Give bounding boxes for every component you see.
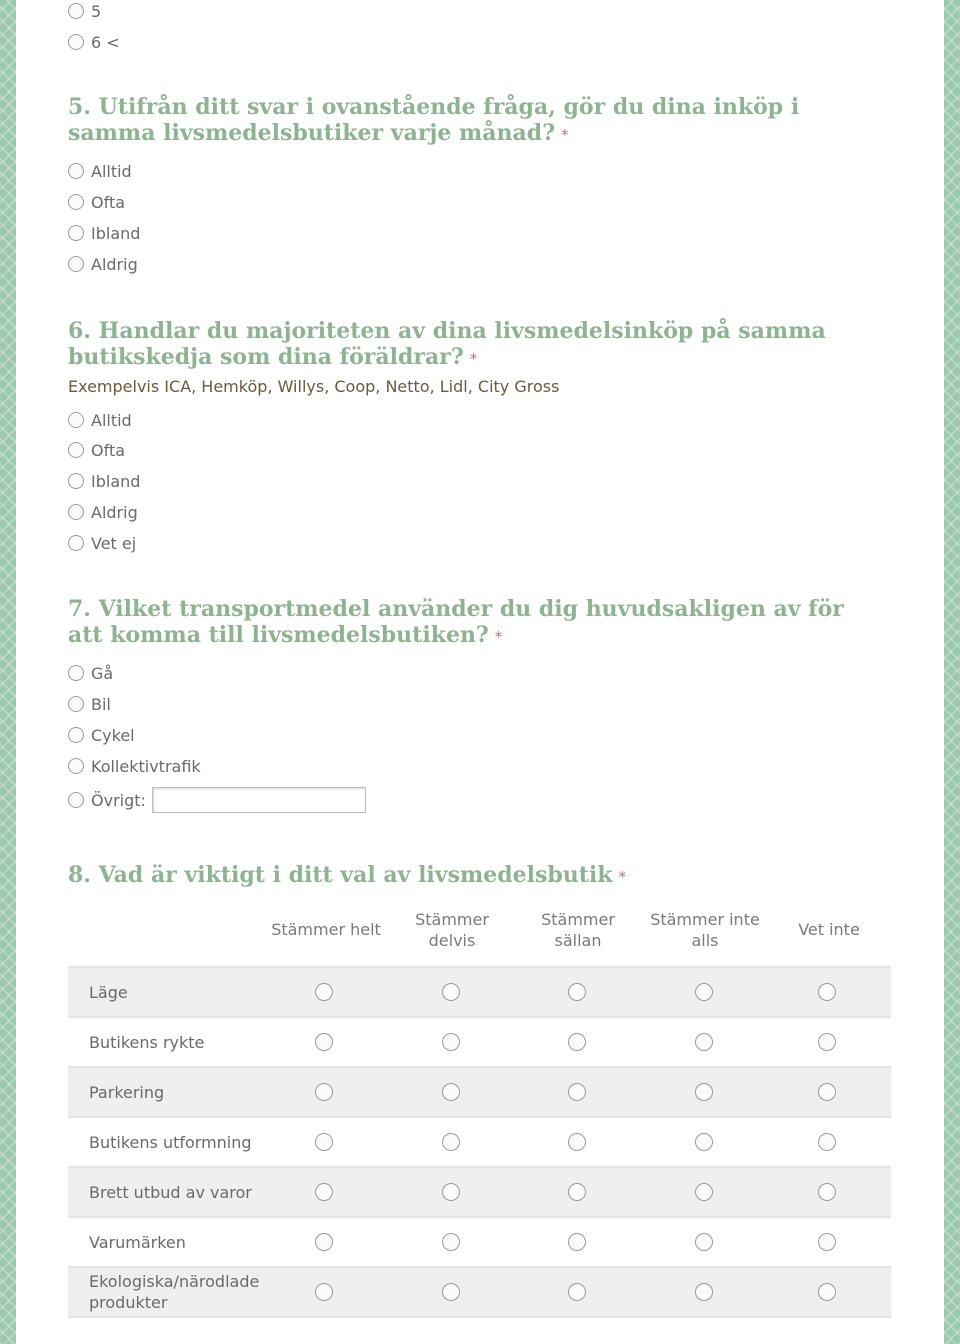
other-text-input[interactable] <box>152 787 366 813</box>
radio-button[interactable] <box>315 1083 333 1101</box>
question-5-title <box>68 94 848 148</box>
radio-button[interactable] <box>568 1233 586 1251</box>
grid-row <box>68 1168 891 1218</box>
grid-cell-radio[interactable] <box>442 983 460 1001</box>
question-text: 8. Vad är viktigt i ditt val av livsmedelsbutik <box>68 862 613 888</box>
required-marker: * <box>561 126 569 144</box>
q7-option-cykel[interactable] <box>68 723 135 747</box>
grid-cell-radio[interactable] <box>315 983 333 1001</box>
grid-cell-radio[interactable] <box>695 1283 713 1301</box>
question-text: 5. Utifrån ditt svar i ovanstående fråga, gör du dina inköp i samma livsmedelsbutiker varje månad? <box>68 94 800 146</box>
q6-option-ibland[interactable] <box>68 469 140 493</box>
radio-button[interactable] <box>442 1233 460 1251</box>
radio-button[interactable] <box>315 1133 333 1151</box>
radio-button[interactable] <box>695 1133 713 1151</box>
radio-button[interactable] <box>818 983 836 1001</box>
option-label: Vet ej <box>91 533 137 553</box>
grid-cell-radio[interactable] <box>818 1283 836 1301</box>
q5-option-ofta[interactable] <box>68 190 125 214</box>
required-marker: * <box>469 350 478 368</box>
grid-row <box>68 1068 891 1118</box>
radio-button[interactable] <box>568 1183 586 1201</box>
required-marker: * <box>494 628 503 646</box>
radio-button[interactable] <box>68 442 84 458</box>
radio-button[interactable] <box>695 1183 713 1201</box>
grid-cell-radio[interactable] <box>818 1133 836 1151</box>
grid-cell-radio[interactable] <box>315 1283 333 1301</box>
option-label: Ibland <box>91 471 141 491</box>
radio-button[interactable] <box>818 1183 836 1201</box>
grid-cell-radio[interactable] <box>695 1233 713 1251</box>
option-label: Ibland <box>91 223 141 243</box>
radio-button[interactable] <box>68 665 84 681</box>
grid-cell-radio[interactable] <box>568 983 586 1001</box>
option-label: Ofta <box>91 440 126 460</box>
radio-button[interactable] <box>315 1233 333 1251</box>
grid-cell-radio[interactable] <box>442 1133 460 1151</box>
column-header-vet-inte: Vet inte <box>798 920 860 939</box>
grid-cell-radio[interactable] <box>315 1183 333 1201</box>
grid-cell-radio[interactable] <box>818 1083 836 1101</box>
grid-cell-radio[interactable] <box>442 1083 460 1101</box>
grid-cell-radio[interactable] <box>695 1033 713 1051</box>
radio-button[interactable] <box>568 1283 586 1301</box>
radio-button[interactable] <box>568 1083 586 1101</box>
grid-row-label: Butikens rykte <box>89 1032 205 1052</box>
grid-cell-radio[interactable] <box>568 1083 586 1101</box>
radio-option-6-plus[interactable] <box>68 30 120 54</box>
radio-button[interactable] <box>818 1033 836 1051</box>
radio-button[interactable] <box>442 983 460 1001</box>
question-6-help-text: Exempelvis ICA, Hemköp, Willys, Coop, Netto, Lidl, City Gross <box>68 377 560 396</box>
likert-grid <box>68 906 891 1318</box>
option-label: Aldrig <box>91 254 138 274</box>
grid-row <box>68 968 891 1018</box>
grid-cell-radio[interactable] <box>442 1233 460 1251</box>
column-header-stammer-delvis: Stämmer delvis <box>415 910 489 950</box>
radio-button[interactable] <box>68 727 84 743</box>
grid-cell-radio[interactable] <box>315 1083 333 1101</box>
radio-button[interactable] <box>68 3 84 19</box>
radio-button[interactable] <box>315 1033 333 1051</box>
grid-row <box>68 1268 891 1318</box>
grid-cell-radio[interactable] <box>568 1283 586 1301</box>
q6-option-ofta[interactable] <box>68 438 125 462</box>
grid-cell-radio[interactable] <box>442 1033 460 1051</box>
radio-button[interactable] <box>442 1183 460 1201</box>
grid-row-label: Butikens utformning <box>89 1132 252 1152</box>
grid-cell-radio[interactable] <box>818 1233 836 1251</box>
grid-cell-radio[interactable] <box>568 1133 586 1151</box>
radio-button[interactable] <box>68 163 84 179</box>
option-label: Bil <box>91 694 111 714</box>
option-label: Aldrig <box>91 502 138 522</box>
grid-cell-radio[interactable] <box>568 1033 586 1051</box>
grid-cell-radio[interactable] <box>442 1283 460 1301</box>
radio-button[interactable] <box>68 256 84 272</box>
radio-button[interactable] <box>818 1233 836 1251</box>
grid-cell-radio[interactable] <box>818 1033 836 1051</box>
radio-button[interactable] <box>442 1033 460 1051</box>
radio-button[interactable] <box>695 983 713 1001</box>
radio-button[interactable] <box>68 412 84 428</box>
radio-button[interactable] <box>68 225 84 241</box>
radio-button[interactable] <box>442 1283 460 1301</box>
radio-button[interactable] <box>315 983 333 1001</box>
q7-option-ga[interactable] <box>68 661 113 685</box>
grid-cell-radio[interactable] <box>695 1183 713 1201</box>
grid-row-label: Ekologiska/närodlade produkter <box>89 1272 260 1312</box>
grid-row-label: Varumärken <box>89 1232 186 1252</box>
option-label: Kollektivtrafik <box>91 756 201 776</box>
grid-cell-radio[interactable] <box>695 983 713 1001</box>
radio-button[interactable] <box>315 1183 333 1201</box>
grid-cell-radio[interactable] <box>315 1033 333 1051</box>
radio-button[interactable] <box>442 1133 460 1151</box>
q6-option-alltid[interactable] <box>68 408 132 432</box>
grid-cell-radio[interactable] <box>568 1233 586 1251</box>
column-header-stammer-inte-alls: Stämmer inte alls <box>650 910 760 950</box>
grid-cell-radio[interactable] <box>315 1133 333 1151</box>
radio-button[interactable] <box>568 983 586 1001</box>
option-label: Ofta <box>91 192 126 212</box>
radio-button[interactable] <box>695 1233 713 1251</box>
grid-cell-radio[interactable] <box>315 1233 333 1251</box>
radio-button[interactable] <box>68 535 84 551</box>
question-8-title <box>68 862 848 890</box>
option-label: Cykel <box>91 725 135 745</box>
question-6-title <box>68 318 848 372</box>
radio-button[interactable] <box>68 504 84 520</box>
option-label: Gå <box>91 663 114 683</box>
grid-header <box>68 906 891 968</box>
grid-row <box>68 1018 891 1068</box>
radio-button[interactable] <box>568 1133 586 1151</box>
column-header-stammer-sallan: Stämmer sällan <box>541 910 615 950</box>
radio-button[interactable] <box>818 1083 836 1101</box>
q7-option-bil[interactable] <box>68 692 111 716</box>
radio-button[interactable] <box>68 696 84 712</box>
grid-cell-radio[interactable] <box>818 1183 836 1201</box>
q6-option-vet-ej[interactable] <box>68 531 136 555</box>
grid-cell-radio[interactable] <box>695 1083 713 1101</box>
radio-button[interactable] <box>68 34 84 50</box>
column-header-stammer-helt: Stämmer helt <box>271 920 381 939</box>
radio-button[interactable] <box>68 194 84 210</box>
q5-option-aldrig[interactable] <box>68 252 138 276</box>
q7-option-kollektivtrafik[interactable] <box>68 754 201 778</box>
grid-row-label: Parkering <box>89 1082 165 1102</box>
question-7-title <box>68 596 848 650</box>
radio-button[interactable] <box>695 1283 713 1301</box>
question-text: 7. Vilket transportmedel använder du dig huvudsakligen av för att komma till livsmedelsbutiken? <box>68 596 844 648</box>
grid-cell-radio[interactable] <box>442 1183 460 1201</box>
grid-cell-radio[interactable] <box>818 983 836 1001</box>
radio-button[interactable] <box>695 1083 713 1101</box>
radio-button[interactable] <box>695 1033 713 1051</box>
radio-button[interactable] <box>818 1283 836 1301</box>
grid-row <box>68 1118 891 1168</box>
q5-option-ibland[interactable] <box>68 221 140 245</box>
radio-option-5[interactable] <box>68 0 101 23</box>
grid-row-label: Brett utbud av varor <box>89 1182 252 1202</box>
option-label: Alltid <box>91 410 132 430</box>
radio-button[interactable] <box>442 1083 460 1101</box>
q5-option-alltid[interactable] <box>68 159 132 183</box>
question-text: 6. Handlar du majoriteten av dina livsmedelsinköp på samma butikskedja som dina föräldrar? <box>68 318 826 370</box>
other-label: Övrigt: <box>91 790 146 810</box>
option-label: 6 < <box>91 32 120 52</box>
grid-row-label: Läge <box>89 982 128 1002</box>
q7-option-ovrigt[interactable] <box>68 788 366 812</box>
q6-option-aldrig[interactable] <box>68 500 138 524</box>
radio-button[interactable] <box>68 792 84 808</box>
option-label: 5 <box>91 1 102 21</box>
grid-cell-radio[interactable] <box>695 1133 713 1151</box>
grid-row <box>68 1218 891 1268</box>
radio-button[interactable] <box>818 1133 836 1151</box>
radio-button[interactable] <box>568 1033 586 1051</box>
radio-button[interactable] <box>68 473 84 489</box>
grid-cell-radio[interactable] <box>568 1183 586 1201</box>
radio-button[interactable] <box>68 758 84 774</box>
radio-button[interactable] <box>315 1283 333 1301</box>
option-label: Alltid <box>91 161 132 181</box>
required-marker: * <box>618 868 626 886</box>
